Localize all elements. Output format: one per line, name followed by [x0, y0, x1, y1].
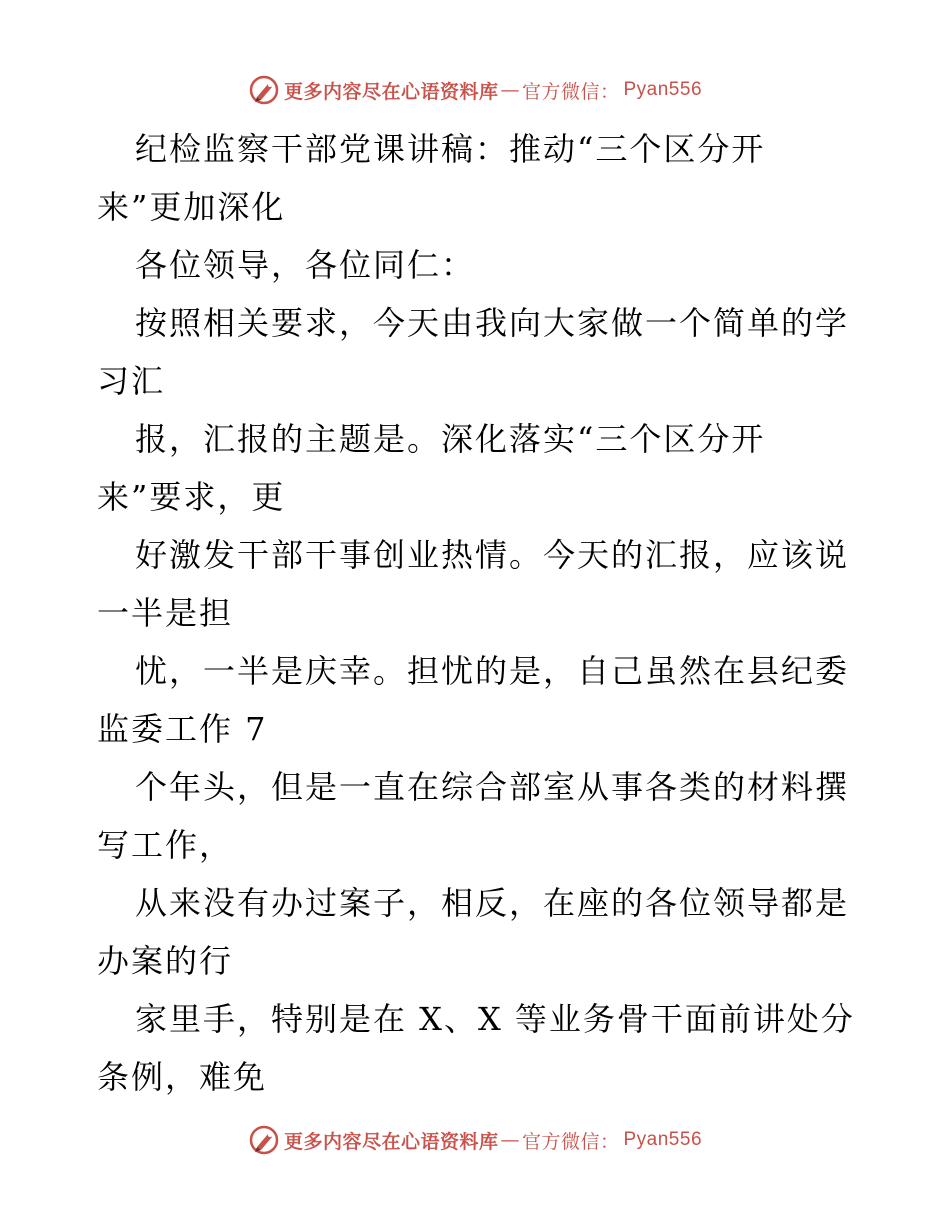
footer-banner: [0, 1120, 950, 1160]
banner-separator: —: [500, 1129, 520, 1151]
banner-site-text: 更多内容尽在心语资料库: [283, 1130, 499, 1153]
body-line: 写工作，: [97, 826, 234, 864]
banner-text: [284, 1127, 702, 1154]
title-line-1: 纪检监察干部党课讲稿：推动“三个区分开: [135, 130, 766, 168]
body-line: 按照相关要求，今天由我向大家做一个简单的学: [135, 304, 850, 342]
banner-wechat-label: 官方微信：: [521, 80, 620, 103]
document-body: [97, 120, 857, 1106]
header-banner: [0, 70, 950, 110]
body-line: 报，汇报的主题是。深化落实“三个区分开: [135, 420, 766, 458]
body-line: 习汇: [97, 362, 166, 400]
body-line: 来”要求，更: [97, 478, 286, 516]
banner-separator: —: [500, 79, 520, 101]
body-line: 一半是担: [97, 594, 234, 632]
banner-site-text: 更多内容尽在心语资料库: [283, 80, 499, 103]
salutation-line: 各位领导，各位同仁：: [135, 246, 476, 284]
body-line: 好激发干部干事创业热情。今天的汇报，应该说: [135, 536, 850, 574]
body-line: 监委工作 7: [97, 710, 268, 748]
body-line: 家里手，特别是在 X、X 等业务骨干面前讲处分: [135, 1000, 855, 1038]
body-line: 从来没有办过案子，相反，在座的各位领导都是: [135, 884, 850, 922]
body-line: 个年头，但是一直在综合部室从事各类的材料撰: [135, 768, 850, 806]
body-line: 忧，一半是庆幸。担忧的是，自己虽然在县纪委: [135, 652, 850, 690]
pen-logo-icon: [248, 1124, 280, 1156]
banner-wechat-id: Pyan556: [623, 79, 703, 100]
body-line: 条例，难免: [97, 1058, 268, 1096]
banner-wechat-id: Pyan556: [623, 1129, 703, 1150]
banner-wechat-label: 官方微信：: [521, 1130, 620, 1153]
body-line: 办案的行: [97, 942, 234, 980]
title-line-2: 来”更加深化: [97, 188, 286, 226]
banner-text: [284, 77, 702, 104]
pen-logo-icon: [248, 74, 280, 106]
